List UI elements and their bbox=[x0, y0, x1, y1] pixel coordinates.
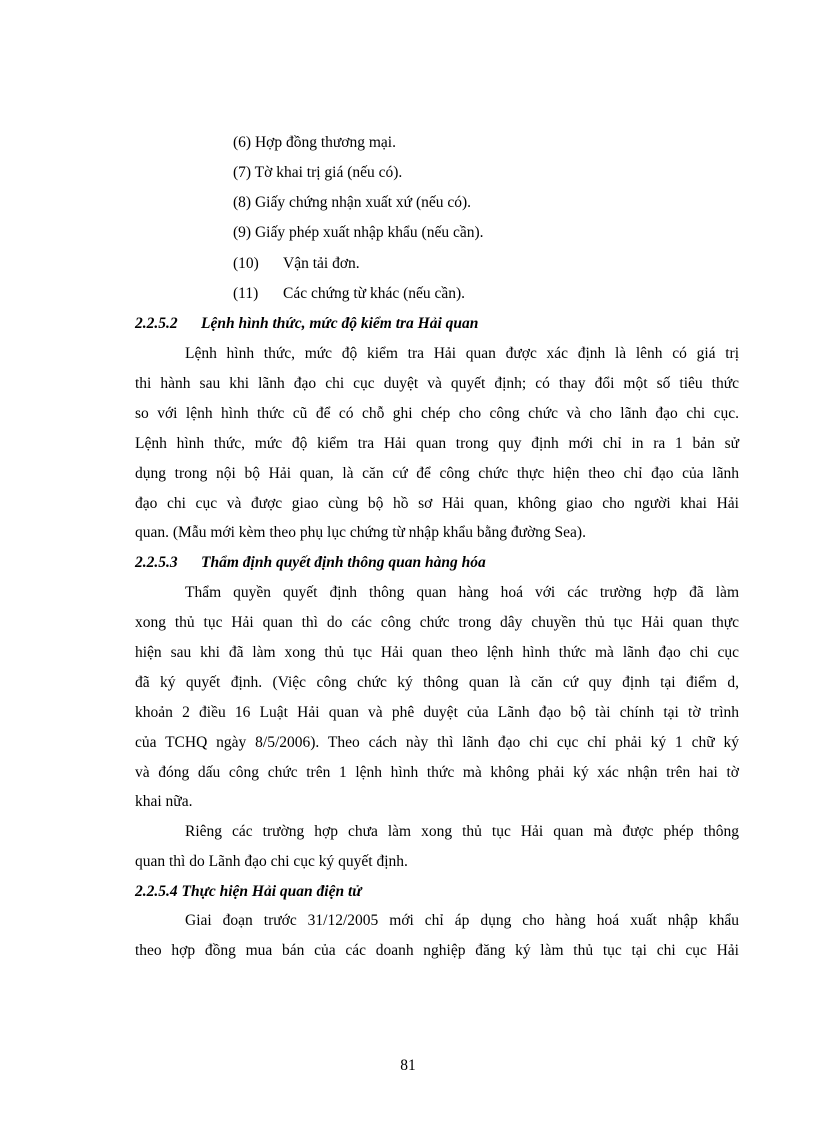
paragraph-line: quan thì do Lãnh đạo chi cục ký quyết định. bbox=[135, 853, 408, 870]
list-item bbox=[233, 254, 360, 274]
paragraph-line: và đóng dấu công chức trên 1 lệnh hình thức mà không phải ký xác nhận trên hai tờ bbox=[135, 764, 739, 781]
paragraph-line: khai nữa. bbox=[135, 793, 193, 810]
paragraph-line: so với lệnh hình thức cũ để có chỗ ghi chép cho công chức và cho lãnh đạo chi cục. bbox=[135, 405, 739, 422]
paragraph-line: xong thủ tục Hải quan thì do các công chức trong dây chuyền thủ tục Hải quan thực bbox=[135, 614, 739, 631]
list-item: (6) Hợp đồng thương mại. bbox=[233, 134, 396, 151]
list-item-text: Các chứng từ khác (nếu cần). bbox=[283, 285, 466, 302]
section-title: Lệnh hình thức, mức độ kiểm tra Hải quan bbox=[201, 315, 479, 332]
section-title: Thẩm định quyết định thông quan hàng hóa bbox=[201, 554, 486, 571]
section-number: 2.2.5.3 bbox=[135, 554, 178, 571]
paragraph-line: theo hợp đồng mua bán của các doanh nghiệp đăng ký làm thủ tục tại chi cục Hải bbox=[135, 942, 739, 959]
section-heading-2253 bbox=[135, 553, 486, 573]
paragraph-line: dụng trong nội bộ Hải quan, là căn cứ để công chức thực hiện theo chỉ đạo của lãnh bbox=[135, 465, 739, 482]
paragraph-line: Riêng các trường hợp chưa làm xong thủ tục Hải quan mà được phép thông bbox=[185, 823, 739, 840]
section-title: Thực hiện Hải quan điện tử bbox=[181, 883, 362, 900]
list-item-text: Vận tải đơn. bbox=[283, 255, 360, 272]
list-item: (8) Giấy chứng nhận xuất xứ (nếu có). bbox=[233, 194, 472, 211]
paragraph-line: Lệnh hình thức, mức độ kiểm tra Hải quan được xác định là lênh có giá trị bbox=[185, 345, 739, 362]
paragraph-line: đạo chi cục và được giao cùng bộ hồ sơ Hải quan, không giao cho người khai Hải bbox=[135, 495, 739, 512]
paragraph-line: hiện sau khi đã làm xong thủ tục Hải quan theo lệnh hình thức mà lãnh đạo chi cục bbox=[135, 644, 739, 661]
paragraph-line: khoản 2 điều 16 Luật Hải quan và phê duyệt của Lãnh đạo bộ tài chính tại tờ trình bbox=[135, 704, 739, 721]
list-item: (7) Tờ khai trị giá (nếu có). bbox=[233, 164, 403, 181]
list-item: (9) Giấy phép xuất nhập khẩu (nếu cần). bbox=[233, 224, 484, 241]
paragraph-line: Giai đoạn trước 31/12/2005 mới chỉ áp dụng cho hàng hoá xuất nhập khẩu bbox=[185, 912, 739, 929]
section-number: 2.2.5.4 bbox=[135, 883, 178, 900]
list-item-number: (11) bbox=[233, 285, 259, 302]
paragraph-line: thi hành sau khi lãnh đạo chi cục duyệt và quyết định; có thay đổi một số tiêu thức bbox=[135, 375, 739, 392]
section-number: 2.2.5.2 bbox=[135, 315, 178, 332]
paragraph-line: Thẩm quyền quyết định thông quan hàng hoá với các trường hợp đã làm bbox=[185, 584, 739, 601]
page-number: 81 bbox=[400, 1057, 416, 1074]
paragraph-line: của TCHQ ngày 8/5/2006). Theo cách này thì lãnh đạo chi cục chỉ phải ký 1 chữ ký bbox=[135, 734, 739, 751]
paragraph-line: Lệnh hình thức, mức độ kiểm tra Hải quan trong quy định mới chỉ in ra 1 bản sử bbox=[135, 435, 739, 452]
list-item-number: (10) bbox=[233, 255, 259, 272]
section-heading-2252 bbox=[135, 314, 478, 334]
section-heading-2254 bbox=[135, 882, 362, 902]
list-item bbox=[233, 284, 465, 304]
paragraph-line: quan. (Mẫu mới kèm theo phụ lục chứng từ nhập khẩu bằng đường Sea). bbox=[135, 524, 586, 541]
paragraph-line: đã ký quyết định. (Việc công chức ký thông quan là căn cứ quy định tại điểm d, bbox=[135, 674, 739, 691]
